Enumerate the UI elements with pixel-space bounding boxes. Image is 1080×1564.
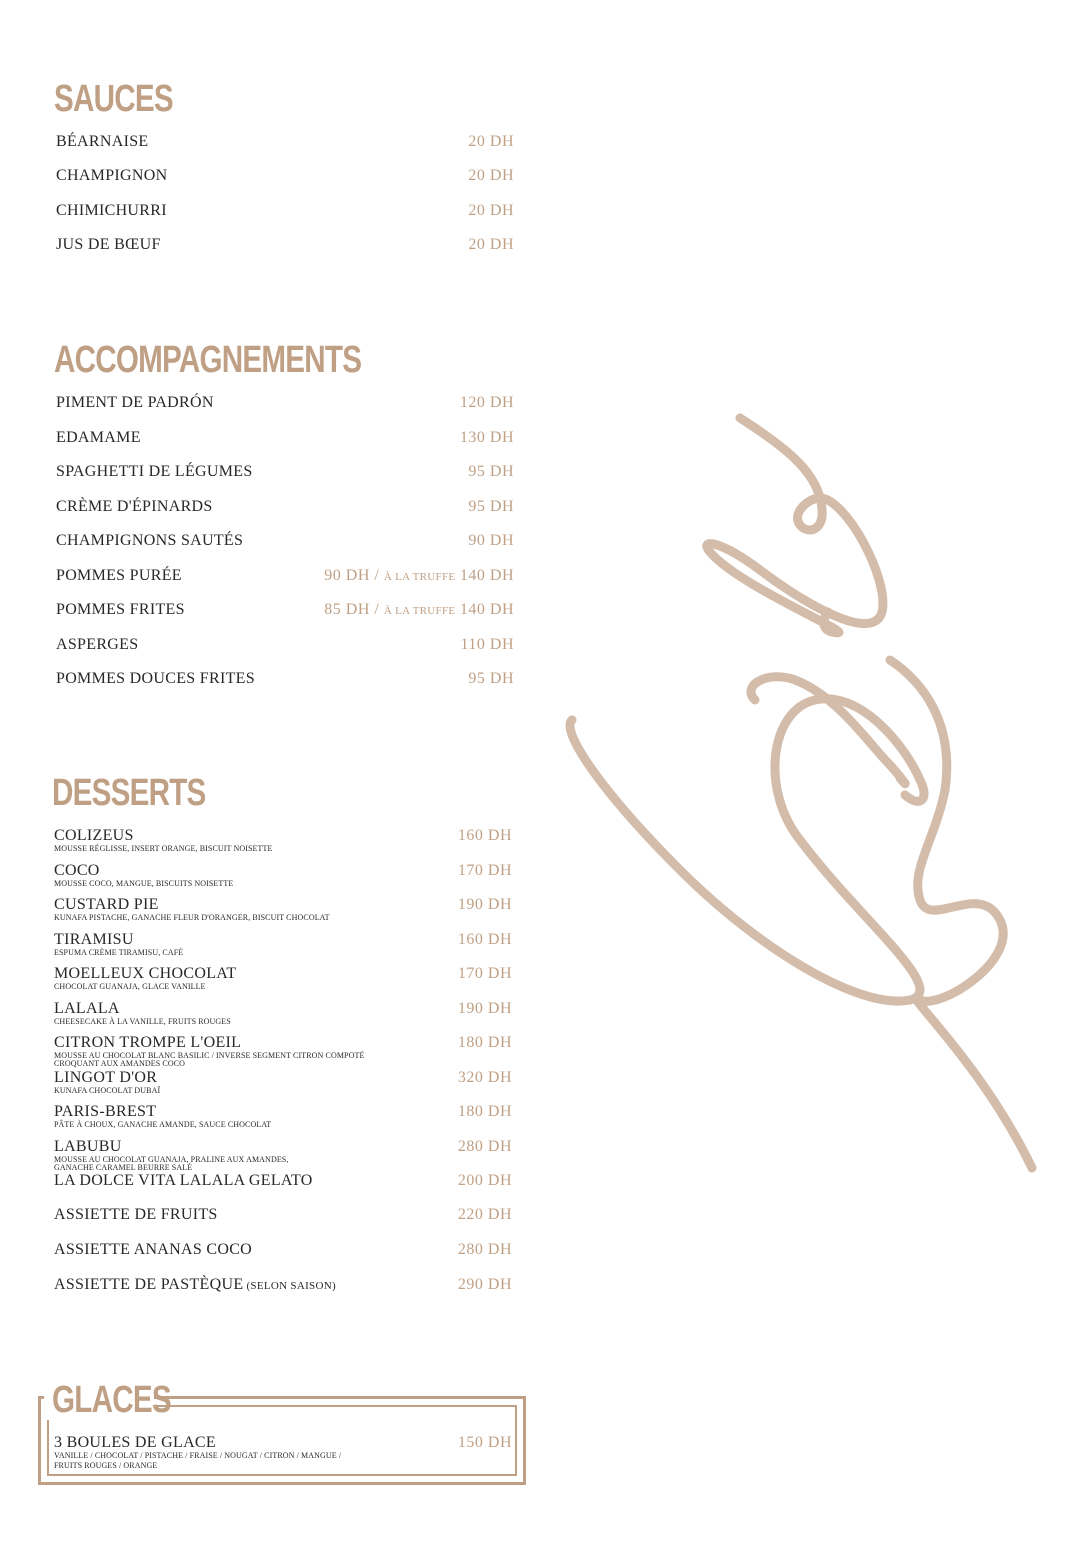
item-price-options (324, 601, 514, 619)
item-price: 20 DH (468, 236, 514, 253)
menu-item (56, 636, 514, 666)
item-price: 90 DH (468, 532, 514, 549)
item-price: 95 DH (468, 670, 514, 687)
menu-item (54, 931, 512, 961)
item-description: KUNAFA CHOCOLAT DUBAÏ (54, 1086, 161, 1095)
item-description: MOUSSE AU CHOCOLAT GUANAJA, PRALINE AUX AMANDES, (54, 1155, 289, 1164)
item-description: ESPUMA CRÈME TIRAMISU, CAFÉ (54, 948, 184, 957)
item-price: 200 DH (457, 1172, 512, 1189)
item-price: 280 DH (457, 1138, 512, 1155)
item-name: CITRON TROMPE L'OEIL (54, 1034, 242, 1051)
section-title-desserts: DESSERTS (52, 772, 206, 814)
item-price: 110 DH (460, 636, 514, 653)
item-price: 190 DH (457, 896, 512, 913)
menu-item (56, 394, 514, 424)
item-name: PIMENT DE PADRÓN (56, 394, 214, 411)
item-name: EDAMAME (56, 429, 141, 446)
item-name: COCO (54, 862, 100, 879)
menu-item (56, 167, 514, 197)
item-description-line2: GANACHE CARAMEL BEURRE SALÉ (54, 1163, 193, 1172)
item-price: 20 DH (468, 202, 514, 219)
menu-item (56, 236, 514, 266)
price-base: 85 DH (324, 601, 370, 618)
item-name: CHAMPIGNON (56, 167, 168, 184)
item-description: CHEESECAKE À LA VANILLE, FRUITS ROUGES (54, 1017, 231, 1026)
menu-item (56, 532, 514, 562)
signature-logo (560, 400, 1050, 1180)
item-name: CRÈME D'ÉPINARDS (56, 498, 213, 515)
menu-item (54, 1434, 512, 1470)
item-price: 280 DH (457, 1241, 512, 1258)
item-description: VANILLE / CHOCOLAT / PISTACHE / FRAISE / NOUGAT / CITRON / MANGUE / (54, 1451, 342, 1460)
price-base: 90 DH (324, 567, 370, 584)
section-title-glaces: GLACES (52, 1379, 171, 1421)
item-name (54, 1276, 336, 1294)
item-name: PARIS-BREST (54, 1103, 157, 1120)
item-name: TIRAMISU (54, 931, 134, 948)
item-name: BÉARNAISE (56, 133, 149, 150)
item-name: LABUBU (54, 1138, 122, 1155)
menu-item (54, 896, 512, 926)
item-price: 190 DH (457, 1000, 512, 1017)
menu-item (56, 429, 514, 459)
item-name-text: ASSIETTE DE PASTÈQUE (54, 1276, 244, 1293)
menu-item (54, 1206, 512, 1236)
item-name-suffix: (SELON SAISON) (243, 1280, 336, 1292)
menu-item (54, 1000, 512, 1030)
truffle-label: À LA TRUFFE (383, 571, 456, 583)
item-name: MOELLEUX CHOCOLAT (54, 965, 237, 982)
item-price: 320 DH (457, 1069, 512, 1086)
menu-item (56, 463, 514, 493)
item-description: PÂTE À CHOUX, GANACHE AMANDE, SAUCE CHOCOLAT (54, 1120, 272, 1129)
item-description: MOUSSE COCO, MANGUE, BISCUITS NOISETTE (54, 879, 234, 888)
signature-stroke (707, 418, 883, 633)
price-separator: / (369, 567, 384, 584)
item-name: ASSIETTE DE FRUITS (54, 1206, 218, 1223)
item-name: POMMES PURÉE (56, 567, 182, 584)
menu-item (54, 1241, 512, 1271)
menu-item (56, 498, 514, 528)
menu-item (56, 567, 514, 597)
item-description-line2: FRUITS ROUGES / ORANGE (54, 1461, 158, 1470)
item-name: CUSTARD PIE (54, 896, 159, 913)
menu-item (54, 965, 512, 995)
item-price-options (324, 567, 514, 585)
item-price: 170 DH (457, 965, 512, 982)
menu-item (56, 202, 514, 232)
menu-item (54, 1172, 512, 1202)
menu-item (54, 827, 512, 857)
item-name: POMMES DOUCES FRITES (56, 670, 255, 687)
item-price: 150 DH (457, 1434, 512, 1451)
item-price: 20 DH (468, 133, 514, 150)
item-name: ASPERGES (56, 636, 139, 653)
menu-item (54, 1103, 512, 1133)
item-description: MOUSSE AU CHOCOLAT BLANC BASILIC / INVERSE SEGMENT CITRON COMPOTÉ (54, 1051, 365, 1060)
menu-item (56, 601, 514, 631)
item-price: 220 DH (457, 1206, 512, 1223)
price-truffle: 140 DH (459, 601, 514, 618)
item-name: JUS DE BŒUF (56, 236, 161, 253)
item-description: KUNAFA PISTACHE, GANACHE FLEUR D'ORANGER, BISCUIT CHOCOLAT (54, 913, 330, 922)
item-name: LA DOLCE VITA LALALA GELATO (54, 1172, 313, 1189)
item-price: 180 DH (457, 1034, 512, 1051)
item-price: 290 DH (457, 1276, 512, 1293)
section-title-accompagnements: ACCOMPAGNEMENTS (54, 339, 362, 381)
truffle-label: À LA TRUFFE (383, 605, 456, 617)
section-title-sauces: SAUCES (54, 78, 173, 120)
item-name: ASSIETTE ANANAS COCO (54, 1241, 253, 1258)
menu-item (54, 1034, 512, 1068)
item-description: MOUSSE RÉGLISSE, INSERT ORANGE, BISCUIT NOISETTE (54, 844, 273, 853)
item-price: 130 DH (459, 429, 514, 446)
price-truffle: 140 DH (459, 567, 514, 584)
item-price: 20 DH (468, 167, 514, 184)
item-name: CHIMICHURRI (56, 202, 167, 219)
item-price: 160 DH (457, 931, 512, 948)
menu-item (56, 133, 514, 163)
item-price: 170 DH (457, 862, 512, 879)
item-name: LINGOT D'OR (54, 1069, 158, 1086)
menu-item (54, 1138, 512, 1172)
menu-item (54, 1276, 512, 1306)
item-price: 95 DH (468, 498, 514, 515)
signature-stroke (890, 660, 1032, 1168)
item-name: 3 BOULES DE GLACE (54, 1434, 216, 1451)
item-description-line2: CROQUANT AUX AMANDES COCO (54, 1059, 186, 1068)
item-name: SPAGHETTI DE LÉGUMES (56, 463, 253, 480)
item-price: 160 DH (457, 827, 512, 844)
item-name: COLIZEUS (54, 827, 134, 844)
item-name: POMMES FRITES (56, 601, 185, 618)
item-description: CHOCOLAT GUANAJA, GLACE VANILLE (54, 982, 206, 991)
item-name: CHAMPIGNONS SAUTÉS (56, 532, 244, 549)
menu-item (54, 1069, 512, 1099)
item-price: 180 DH (457, 1103, 512, 1120)
menu-item (54, 862, 512, 892)
item-price: 120 DH (459, 394, 514, 411)
item-price: 95 DH (468, 463, 514, 480)
menu-item (56, 670, 514, 700)
item-name: LALALA (54, 1000, 120, 1017)
price-separator: / (369, 601, 384, 618)
